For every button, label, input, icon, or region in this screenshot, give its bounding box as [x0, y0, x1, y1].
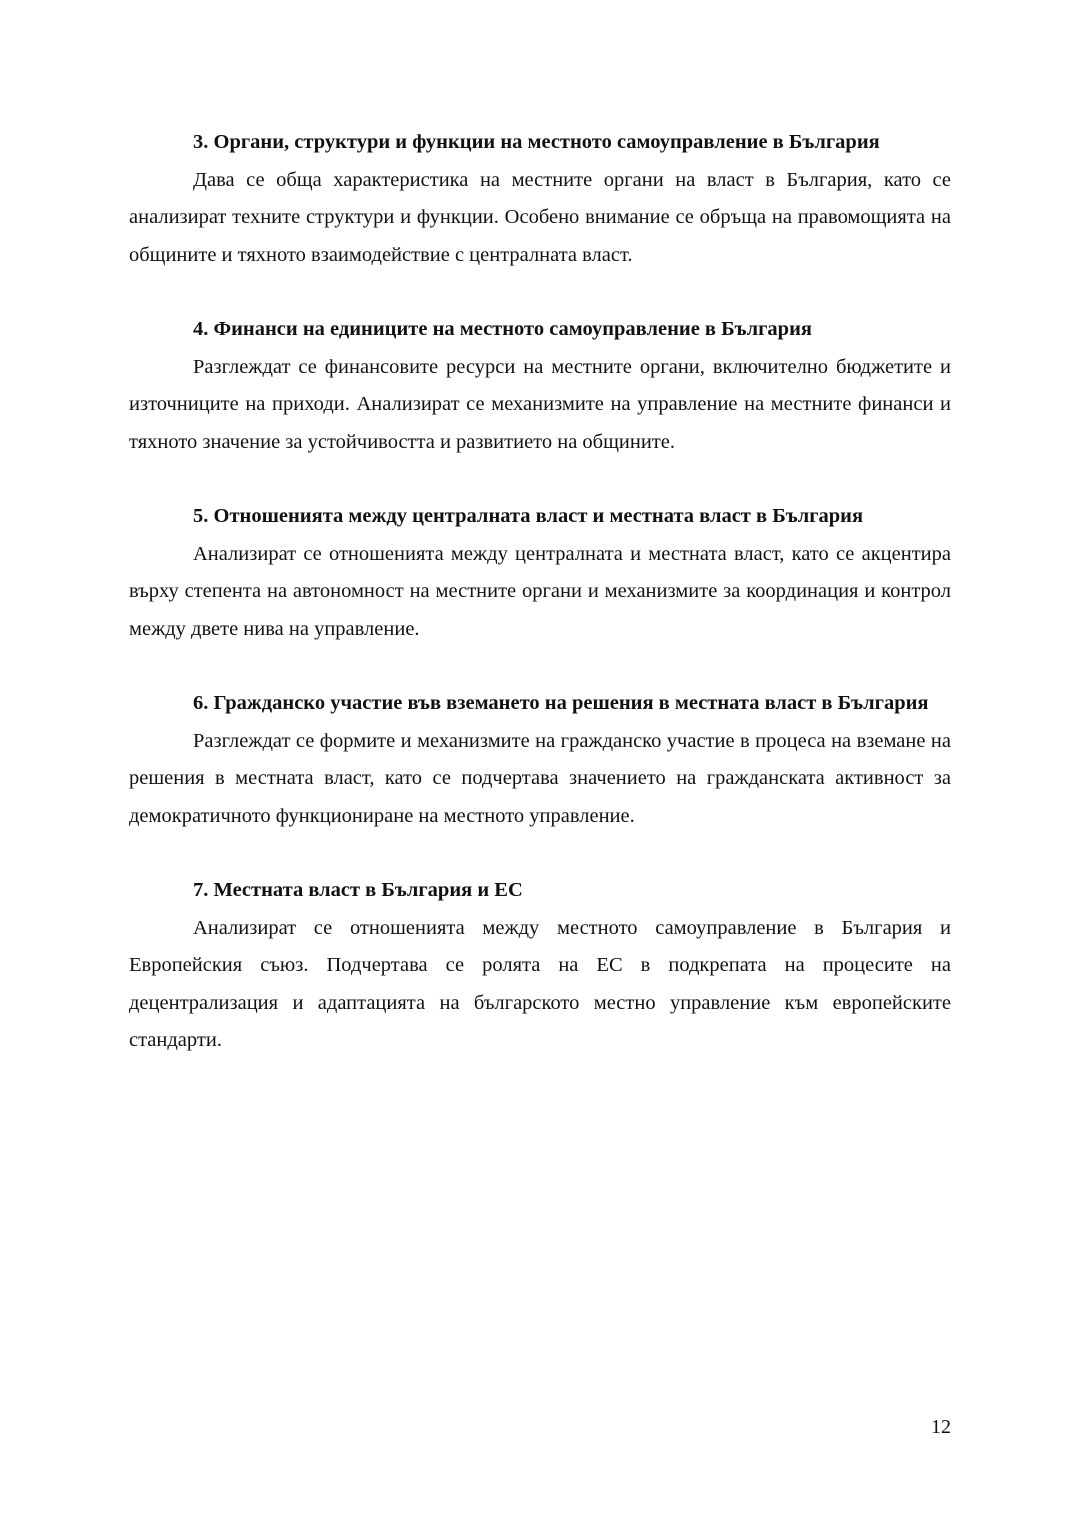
section-heading: 3. Органи, структури и функции на местното самоуправление в България — [193, 131, 880, 153]
page-number: 12 — [931, 1416, 951, 1438]
section-heading: 6. Гражданско участие във вземането на решения в местната власт в България — [193, 692, 929, 714]
section-4 — [129, 311, 951, 461]
section-body: Разглеждат се формите и механизмите на гражданско участие в процеса на вземане на решения в местната власт, като се подчертава значението на гражданската активност за демократичното функциониране на местното управление. — [129, 729, 951, 827]
section-5 — [129, 498, 951, 648]
section-heading: 7. Местната власт в България и ЕС — [193, 879, 523, 901]
section-heading: 4. Финанси на единиците на местното самоуправление в България — [193, 318, 812, 340]
section-body: Дава се обща характеристика на местните органи на власт в България, като се анализират техните структури и функции. Особено внимание се обръща на правомощията на общините и тяхното взаимодействие с централната власт. — [129, 168, 951, 266]
section-body: Анализират се отношенията между местното самоуправление в България и Европейския съюз. Подчертава се ролята на ЕС в подкрепата на процесите на децентрализация и адаптацията на българското местно управление към европейските стандарти. — [129, 916, 951, 1051]
page-content — [129, 124, 951, 1097]
section-body: Разглеждат се финансовите ресурси на местните органи, включително бюджетите и източниците на приходи. Анализират се механизмите на управление на местните финанси и тяхното значение за устойчивостта и развитието на общините. — [129, 355, 951, 453]
section-body: Анализират се отношенията между централната и местната власт, като се акцентира върху степента на автономност на местните органи и механизмите за координация и контрол между двете нива на управление. — [129, 542, 951, 640]
section-7 — [129, 872, 951, 1060]
section-heading: 5. Отношенията между централната власт и местната власт в България — [193, 505, 864, 527]
section-6 — [129, 685, 951, 835]
section-3 — [129, 124, 951, 274]
